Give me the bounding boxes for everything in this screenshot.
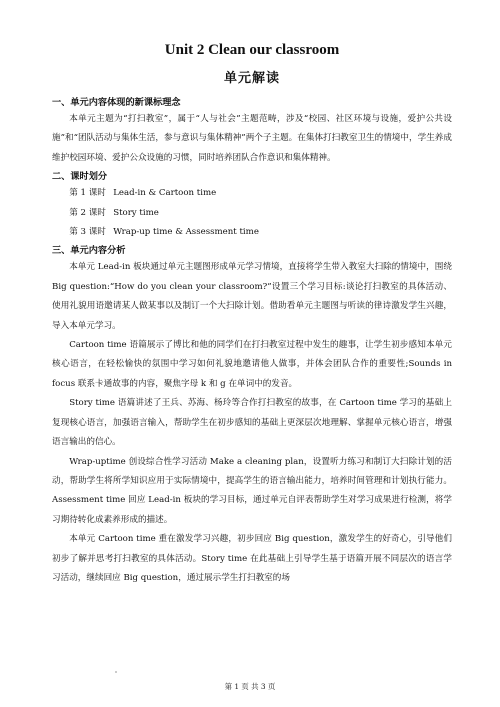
lesson-item [52,184,452,203]
document-subtitle: 单元解读 [223,71,280,86]
lesson-item [52,204,452,223]
lesson-list [52,184,452,242]
lesson-name: Story time [113,207,159,218]
section-content-analysis [52,242,452,588]
lesson-number: 第 3 课时 [69,227,106,238]
paragraph: 本单元 Cartoon time 重在激发学习兴趣，初步回应 Big question，激发学生的好奇心，引导他们初步了解并思考打扫教室的具体活动。Story time 在此基础上引导学生基于语篇开展不同层次的语言学习活动，继续回应 Big question，通过展示学生打扫教室的场 [52,534,452,583]
section-heading: 二、课时划分 [52,171,108,183]
decorative-dot [115,671,117,673]
paragraph: Wrap-uptime 创设综合性学习活动 Make a cleaning plan，设置听力练习和制订大扫除计划的活动，帮助学生将所学知识应用于实际情境中，提高学生的语言输出能力，培养时间管理和计划执行能力。Assessment time 回应 Lead-in 板块的学习目标，通过单元自评表帮助学生对学习成果进行检测，将学习期待转化成素养形成的描述。 [52,456,452,525]
lesson-number: 第 1 课时 [69,188,106,199]
paragraph: Cartoon time 语篇展示了博比和他的同学们在打扫教室过程中发生的趣事，让学生初步感知本单元核心语言，在轻松愉快的氛围中学习如何礼貌地邀请他人做事，并体会团队合作的重要性;Sounds in focus 联系卡通故事的内容，聚焦字母 k 和 g 在单词中的发音。 [52,340,452,389]
paragraph: 本单元 Lead-in 板块通过单元主题图形成单元学习情境，直接将学生带入教室大扫除的情境中，围绕 Big question:“How do you clean your classroom?”设置三个学习目标:谈论打扫教室的具体活动、使用礼貌用语邀请某人做某事以及制订一个大扫除计划。借助看单元主题图与听读的律诗激发学生兴趣，导入本单元学习。 [52,262,452,331]
page-footer: 第 1 页 共 3 页 [224,682,276,691]
section-curriculum-concept [52,94,452,168]
section-heading: 一、单元内容体现的新课标理念 [52,97,181,108]
section-lesson-division [52,168,452,242]
paragraph: 本单元主题为“打扫教室”，属于“人与社会”主题范畴，涉及“校园、社区环境与设施，爱护公共设施”和“团队活动与集体生活，参与意识与集体精神”两个子主题。在集体打扫教室卫生的情境中，学生养成维护校园环境、爱护公众设施的习惯，同时培养团队合作意识和集体精神。 [52,114,452,163]
lesson-item [52,223,452,242]
section-heading: 三、单元内容分析 [52,245,126,257]
lesson-name: Lead-in & Cartoon time [113,188,217,199]
lesson-name: Wrap-up time & Assessment time [113,227,259,238]
document-title: Unit 2 Clean our classroom [164,42,340,58]
paragraph: Story time 语篇讲述了王兵、苏海、杨玲等合作打扫教室的故事，在 Cartoon time 学习的基础上复现核心语言，加强语言输入，帮助学生在初步感知的基础上更深层次地理解、掌握单元核心语言，增强语言输出的信心。 [52,398,452,448]
lesson-number: 第 2 课时 [69,207,106,218]
